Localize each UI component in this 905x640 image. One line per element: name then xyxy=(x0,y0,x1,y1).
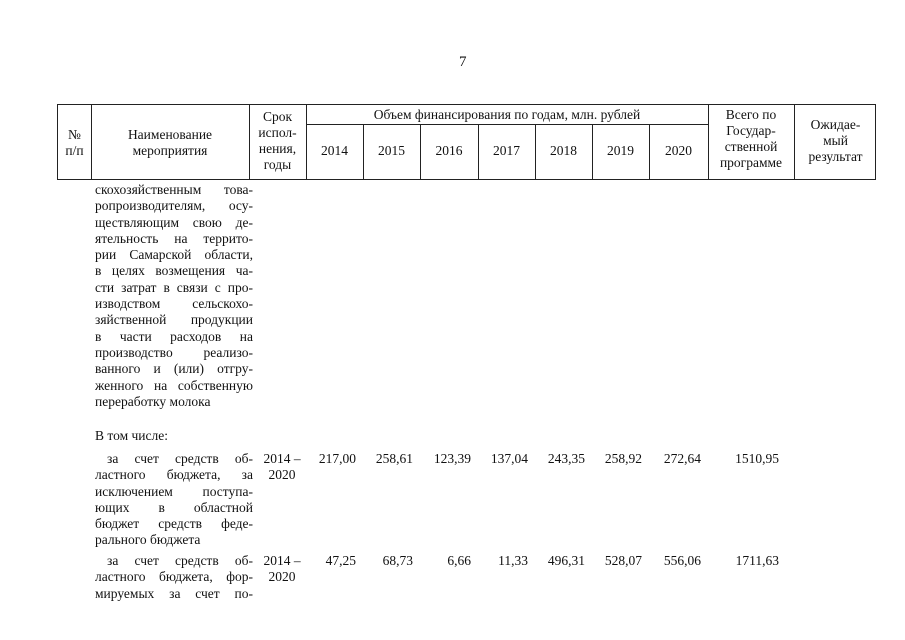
row-2-value-2016: 6,66 xyxy=(447,553,471,568)
row-line: ластного бюджета, фор- xyxy=(95,569,253,585)
row-1-value-2016: 123,39 xyxy=(433,451,471,466)
header-term: Срок испол- нения, годы xyxy=(258,109,297,172)
header-year-2018: 2018 xyxy=(550,143,577,158)
term-start: 2014 – xyxy=(263,451,301,466)
row-1-total: 1510,95 xyxy=(735,451,779,466)
header-year-2014: 2014 xyxy=(321,143,348,158)
row-2-total: 1711,63 xyxy=(735,553,779,568)
header-num: № п/п xyxy=(65,127,84,158)
description-line: ропроизводителям, осу- xyxy=(95,198,253,214)
header-total: Всего по Государ- ственной программе xyxy=(719,107,783,170)
description-line: переработку молока xyxy=(95,393,211,409)
description-line: в части расходов на xyxy=(95,328,253,344)
row-line: ластного бюджета, за xyxy=(95,467,253,483)
description-line: сти затрат в связи с про- xyxy=(95,279,253,295)
row-2-value-2019: 528,07 xyxy=(604,553,642,568)
table-header xyxy=(57,104,876,180)
row-line: мируемых за счет по- xyxy=(95,585,253,601)
row-2-value-2017: 11,33 xyxy=(498,553,528,568)
row-line: бюджет средств феде- xyxy=(95,516,253,532)
row-1-value-2019: 258,92 xyxy=(604,451,642,466)
description-line: ятельность на террито- xyxy=(95,230,253,246)
row-2-value-2015: 68,73 xyxy=(382,553,413,568)
header-result: Ожидае- мый результат xyxy=(808,117,863,164)
description-line: изводством сельскохо- xyxy=(95,296,253,312)
description-line: зяйственной продукции xyxy=(95,312,253,328)
row-2-term xyxy=(258,553,306,586)
row-line: ющих в областной xyxy=(95,499,253,515)
measure-description xyxy=(95,182,253,410)
description-line: скохозяйственным това- xyxy=(95,182,253,197)
row-1-description xyxy=(95,451,253,549)
row-line: рального бюджета xyxy=(95,532,201,548)
page-number: 7 xyxy=(459,54,467,70)
row-1-value-2017: 137,04 xyxy=(490,451,528,466)
header-funding: Объем финансирования по годам, млн. рублей xyxy=(373,107,641,122)
term-end: 2020 xyxy=(268,569,296,585)
row-2-value-2020: 556,06 xyxy=(663,553,701,568)
description-line: ществляющим свою де- xyxy=(95,214,253,230)
row-2-value-2014: 47,25 xyxy=(325,553,356,568)
row-line: за счет средств об- xyxy=(107,553,253,568)
row-line: исключением поступа- xyxy=(95,483,253,499)
description-line: ванного и (или) отгру- xyxy=(95,361,253,377)
term-end: 2020 xyxy=(268,467,296,483)
term-start: 2014 – xyxy=(263,553,301,568)
header-year-2019: 2019 xyxy=(607,143,634,158)
header-name: Наименование мероприятия xyxy=(127,127,213,158)
row-1-value-2015: 258,61 xyxy=(375,451,413,466)
description-line: рии Самарской области, xyxy=(95,247,253,263)
header-year-2017: 2017 xyxy=(493,143,520,158)
including-label: В том числе: xyxy=(95,428,168,443)
row-1-value-2014: 217,00 xyxy=(318,451,356,466)
header-year-2016: 2016 xyxy=(435,143,463,158)
row-line: за счет средств об- xyxy=(107,451,253,466)
row-1-value-2018: 243,35 xyxy=(547,451,585,466)
row-1-value-2020: 272,64 xyxy=(663,451,701,466)
description-line: в целях возмещения ча- xyxy=(95,263,253,279)
row-2-value-2018: 496,31 xyxy=(547,553,585,568)
row-1-term xyxy=(258,451,306,484)
header-year-2015: 2015 xyxy=(378,143,405,158)
description-line: женного на собственную xyxy=(95,377,253,393)
description-line: производство реализо- xyxy=(95,344,253,360)
header-year-2020: 2020 xyxy=(665,143,692,158)
row-2-description xyxy=(95,553,253,602)
